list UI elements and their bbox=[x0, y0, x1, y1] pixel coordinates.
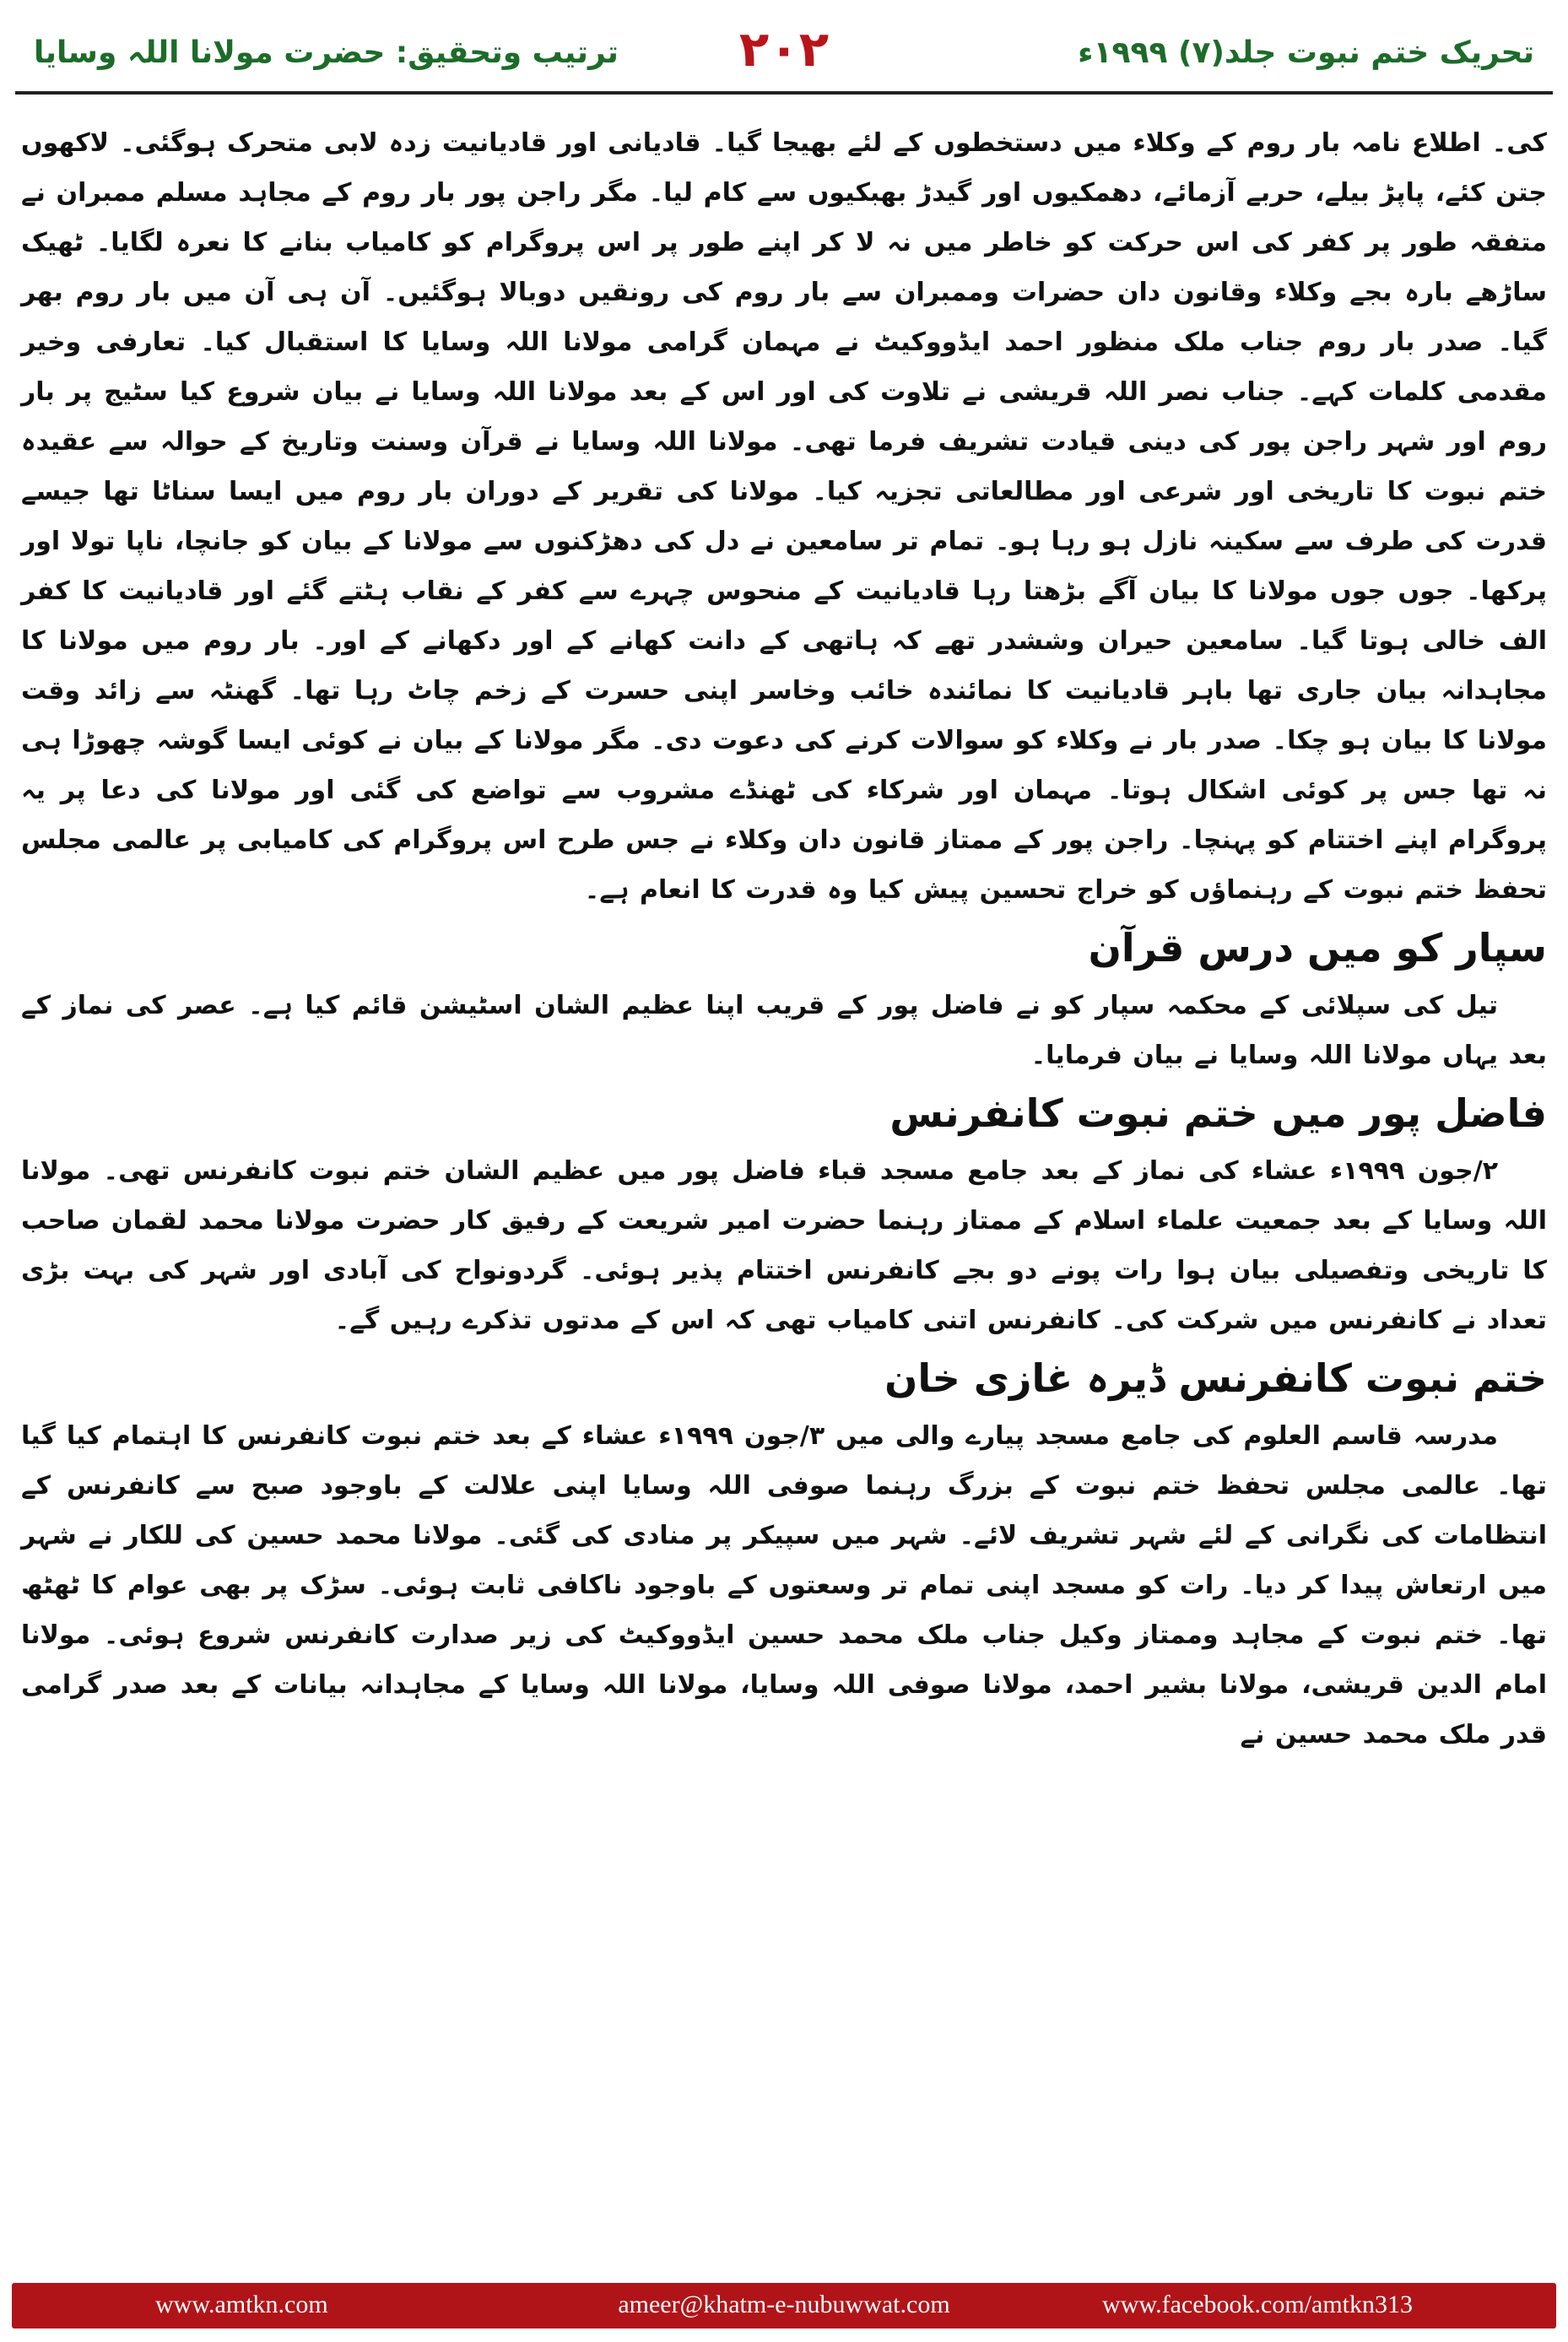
book-title: تحریک ختم نبوت جلد(۷) ۱۹۹۹ء bbox=[1078, 35, 1534, 70]
website-link[interactable]: www.amtkn.com bbox=[155, 2291, 328, 2318]
paragraph-sparco: تیل کی سپلائی کے محکمہ سپار کو نے فاضل پور کے قریب اپنا عظیم الشان اسٹیشن قائم کیا ہے۔ عصر کی نماز کے بعد یہاں مولانا اللہ وسایا نے بیان فرمایا۔ bbox=[21, 991, 1547, 1070]
page-footer bbox=[12, 2283, 1556, 2328]
heading-fazilpur: فاضل پور میں ختم نبوت کانفرنس bbox=[889, 1090, 1547, 1136]
paragraph-dgkhan: مدرسہ قاسم العلوم کی جامع مسجد پیارے والی میں ۳/جون ۱۹۹۹ء عشاء کے بعد ختم نبوت کانفرنس کا اہتمام کیا گیا تھا۔ عالمی مجلس تحفظ ختم نبوت کے بزرگ رہنما صوفی اللہ وسایا اپنی علالت کے باوجود صبح سے کانفرنس کے انتظامات کی نگرانی کے لئے شہر تشریف لائے۔ شہر میں سپیکر پر منادی کی گئی۔ مولانا محمد حسین کی للکار نے شہر میں ارتعاش پیدا کر دیا۔ رات کو مسجد اپنی تمام تر وسعتوں کے باوجود ناکافی ثابت ہوئی۔ سڑک پر بھی عوام کا ٹھٹھ تھا۔ ختم نبوت کے مجاہد وممتاز وکیل جناب ملک محمد حسین ایڈووکیٹ کی زیر صدارت کانفرنس شروع ہوئی۔ مولانا امام الدین قریشی، مولانا بشیر احمد، مولانا صوفی اللہ وسایا، مولانا اللہ وسایا کے مجاہدانہ بیانات کے بعد صدر گرامی قدر ملک محمد حسین نے bbox=[21, 1421, 1547, 1750]
header-divider bbox=[15, 91, 1553, 95]
heading-sparco: سپار کو میں درس قرآن bbox=[1088, 925, 1547, 971]
paragraph-fazilpur: ۲/جون ۱۹۹۹ء عشاء کی نماز کے بعد جامع مسجد قباء فاضل پور میں عظیم الشان ختم نبوت کانفرنس تھی۔ مولانا اللہ وسایا کے بعد جمعیت علماء اسلام کے ممتاز رہنما حضرت امیر شریعت کے رفیق کار حضرت مولانا محمد لقمان صاحب کا تاریخی وتفصیلی بیان ہوا رات پونے دو بجے کانفرنس اختتام پذیر ہوئی۔ گردونواح کی آبادی اور شہر کی بہت بڑی تعداد نے کانفرنس میں شرکت کی۔ کانفرنس اتنی کامیاب تھی کہ اس کے مدتوں تذکرے رہیں گے۔ bbox=[21, 1156, 1547, 1335]
page-body bbox=[21, 118, 1547, 2249]
heading-dgkhan: ختم نبوت کانفرنس ڈیرہ غازی خان bbox=[884, 1355, 1547, 1401]
compiler-credit: ترتیب وتحقیق: حضرت مولانا اللہ وسایا bbox=[34, 35, 619, 70]
page-header bbox=[0, 0, 1568, 127]
page-number: ۲۰۲ bbox=[738, 20, 830, 78]
facebook-link[interactable]: www.facebook.com/amtkn313 bbox=[1102, 2291, 1413, 2318]
paragraph-rajanpur: کی۔ اطلاع نامہ بار روم کے وکلاء میں دستخطوں کے لئے بھیجا گیا۔ قادیانی اور قادیانیت زدہ لابی متحرک ہوگئی۔ لاکھوں جتن کئے، پاپڑ بیلے، حربے آزمائے، دھمکیوں اور گیدڑ بھبکیوں سے کام لیا۔ مگر راجن پور بار روم کے مجاہد مسلم ممبران نے متفقہ طور پر کفر کی اس حرکت کو خاطر میں نہ لا کر اپنے طور پر اس پروگرام کو کامیاب بنانے کا نعرہ لگایا۔ ٹھیک ساڑھے بارہ بجے وکلاء وقانون دان حضرات وممبران سے بار روم کی رونقیں دوبالا ہوگئیں۔ آن ہی آن میں بار روم بھر گیا۔ صدر بار روم جناب ملک منظور احمد ایڈووکیٹ نے مہمان گرامی مولانا اللہ وسایا کا استقبال کیا۔ تعارفی وخیر مقدمی کلمات کہے۔ جناب نصر اللہ قریشی نے تلاوت کی اور اس کے بعد مولانا اللہ وسایا نے بیان شروع کیا سٹیج پر بار روم اور شہر راجن پور کی دینی قیادت تشریف فرما تھی۔ مولانا اللہ وسایا نے قرآن وسنت وتاریخ کے حوالہ سے عقیدہ ختم نبوت کا تاریخی اور شرعی اور مطالعاتی تجزیہ کیا۔ مولانا کی تقریر کے دوران بار روم میں ایسا سناٹا تھا جیسے قدرت کی طرف سے سکینہ نازل ہو رہا ہو۔ تمام تر سامعین نے دل کی دھڑکنوں سے مولانا کے بیان کو جانچا، ناپا تولا اور پرکھا۔ جوں جوں مولانا کا بیان آگے بڑھتا رہا قادیانیت کے منحوس چہرے سے کفر کے نقاب ہٹتے گئے اور قادیانیت کا کفر الف خالی ہوتا گیا۔ سامعین حیران وششدر تھے کہ ہاتھی کے دانت کھانے کے اور دکھانے کے اور۔ بار روم میں مولانا کا مجاہدانہ بیان جاری تھا باہر قادیانیت کا نمائندہ خائب وخاسر اپنی حسرت کے زخم چاٹ رہا تھا۔ گھنٹہ سے زائد وقت مولانا کا بیان ہو چکا۔ صدر بار نے وکلاء کو سوالات کرنے کی دعوت دی۔ مگر مولانا کے بیان نے کوئی ایسا گوشہ چھوڑا ہی نہ تھا جس پر کوئی اشکال ہوتا۔ مہمان اور شرکاء کی ٹھنڈے مشروب سے تواضع کی گئی اور مولانا کی دعا پر یہ پروگرام اپنے اختتام کو پہنچا۔ راجن پور کے ممتاز قانون دان وکلاء نے جس طرح اس پروگرام کی کامیابی پر عالمی مجلس تحفظ ختم نبوت کے رہنماؤں کو خراج تحسین پیش کیا وہ قدرت کا انعام ہے۔ bbox=[21, 128, 1547, 905]
email-link[interactable]: ameer@khatm-e-nubuwwat.com bbox=[618, 2291, 950, 2318]
